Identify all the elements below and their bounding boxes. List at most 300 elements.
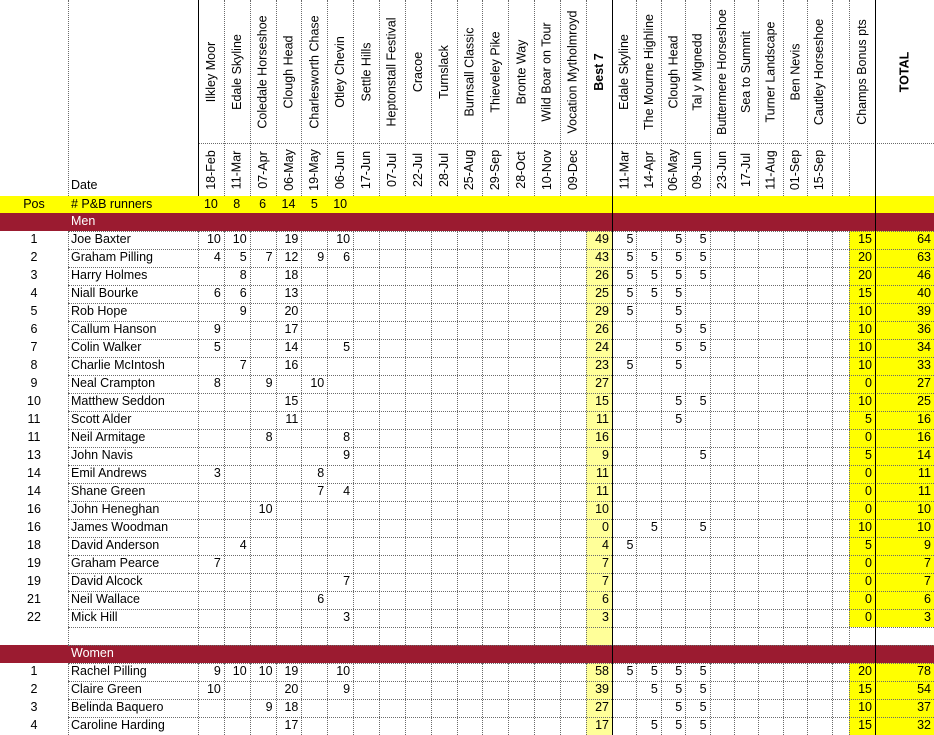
champs-score[interactable]: 5 — [699, 394, 707, 408]
race-score[interactable]: 17 — [284, 718, 299, 732]
bonus-points[interactable]: 20 — [858, 664, 872, 678]
race-score[interactable]: 13 — [284, 286, 299, 300]
grid-line — [758, 231, 759, 645]
race-score[interactable]: 19 — [284, 232, 299, 246]
race-name-header — [250, 4, 276, 139]
runners-count[interactable]: 5 — [310, 197, 318, 211]
runners-count[interactable] — [482, 196, 508, 213]
race-score[interactable]: 8 — [239, 268, 247, 282]
race-score[interactable]: 10 — [232, 664, 247, 678]
runners-count[interactable] — [534, 196, 560, 213]
total-score[interactable]: 40 — [917, 286, 931, 300]
race-score[interactable]: 10 — [336, 664, 351, 678]
champs-score[interactable]: 5 — [675, 358, 683, 372]
best-seven-score[interactable]: 6 — [602, 592, 609, 606]
champs-score[interactable]: 5 — [675, 286, 683, 300]
champs-score[interactable]: 5 — [699, 448, 707, 462]
race-score[interactable]: 20 — [284, 304, 299, 318]
race-score[interactable]: 12 — [284, 250, 299, 264]
best-seven-score[interactable]: 27 — [595, 700, 609, 714]
champs-score[interactable]: 5 — [650, 718, 658, 732]
champs-date-header — [636, 145, 660, 194]
bonus-points[interactable]: 10 — [858, 520, 872, 534]
grid-line — [301, 231, 302, 645]
champs-score[interactable]: 5 — [675, 394, 683, 408]
bonus-points[interactable]: 15 — [858, 232, 872, 246]
bonus-points[interactable]: 10 — [858, 340, 872, 354]
champs-score[interactable]: 5 — [675, 340, 683, 354]
race-date-header — [198, 145, 224, 194]
grid-line — [508, 231, 509, 645]
bonus-points[interactable]: 10 — [858, 394, 872, 408]
runner-name[interactable]: David Alcock — [71, 574, 143, 588]
champs-score[interactable]: 5 — [626, 538, 634, 552]
total-score[interactable]: 64 — [917, 232, 931, 246]
grid-line — [685, 231, 686, 645]
position-cell[interactable]: 19 — [27, 556, 41, 570]
champs-score[interactable]: 5 — [699, 520, 707, 534]
position-cell[interactable]: 1 — [30, 664, 38, 678]
race-name-header-text: Settle Hills — [359, 41, 374, 102]
best-seven-score[interactable]: 26 — [595, 322, 609, 336]
bonus-points[interactable]: 15 — [858, 682, 872, 696]
total-score[interactable]: 7 — [924, 574, 931, 588]
grid-line — [482, 231, 483, 645]
race-score[interactable]: 9 — [265, 700, 273, 714]
best-seven-score[interactable]: 7 — [602, 574, 609, 588]
race-score[interactable]: 10 — [232, 232, 247, 246]
runner-name[interactable]: Mick Hill — [71, 610, 118, 624]
race-date-header — [405, 145, 431, 194]
runner-name[interactable]: Graham Pearce — [71, 556, 160, 570]
race-score[interactable]: 10 — [336, 232, 351, 246]
bonus-points[interactable]: 0 — [865, 484, 872, 498]
race-score[interactable]: 5 — [343, 340, 351, 354]
bonus-points[interactable]: 0 — [865, 430, 872, 444]
race-score[interactable]: 14 — [284, 340, 299, 354]
position-cell[interactable]: 22 — [27, 610, 41, 624]
champs-score[interactable]: 5 — [626, 232, 634, 246]
race-name-header-text: Bronte Way — [514, 39, 529, 104]
grid-line — [482, 663, 483, 735]
grid-line — [783, 663, 784, 735]
runner-name[interactable]: John Navis — [71, 448, 133, 462]
runners-count[interactable]: 14 — [281, 197, 296, 211]
position-cell[interactable]: 16 — [27, 520, 41, 534]
champs-score[interactable]: 5 — [699, 340, 707, 354]
runners-count[interactable]: 8 — [233, 197, 241, 211]
position-cell[interactable]: 7 — [30, 340, 38, 354]
total-score[interactable]: 54 — [917, 682, 931, 696]
grid-line — [586, 0, 587, 196]
race-name-header — [379, 4, 405, 139]
race-score[interactable]: 8 — [317, 466, 325, 480]
champs-race-header — [685, 4, 709, 139]
champs-score[interactable]: 5 — [626, 358, 634, 372]
position-cell[interactable]: 9 — [30, 376, 38, 390]
race-date-header-text: 11-Mar — [229, 150, 244, 189]
champs-score[interactable]: 5 — [626, 250, 634, 264]
runner-name[interactable]: Joe Baxter — [71, 232, 131, 246]
runner-name[interactable]: Niall Bourke — [71, 286, 139, 300]
runners-count[interactable] — [379, 196, 405, 213]
runner-name[interactable]: Callum Hanson — [71, 322, 157, 336]
runner-name[interactable]: John Heneghan — [71, 502, 160, 516]
bonus-points[interactable]: 0 — [865, 556, 872, 570]
bonus-points[interactable]: 0 — [865, 574, 872, 588]
bonus-points[interactable]: 0 — [865, 592, 872, 606]
runner-name[interactable]: Belinda Baquero — [71, 700, 164, 714]
total-score[interactable]: 46 — [917, 268, 931, 282]
best-seven-score[interactable]: 58 — [595, 664, 609, 678]
total-score[interactable]: 16 — [917, 430, 931, 444]
bonus-points[interactable]: 5 — [865, 448, 872, 462]
best-seven-score[interactable]: 27 — [595, 376, 609, 390]
runner-name[interactable]: Charlie McIntosh — [71, 358, 165, 372]
total-score[interactable]: 10 — [917, 520, 931, 534]
race-date-header-text: 07-Jul — [384, 152, 399, 187]
position-cell[interactable]: 11 — [27, 412, 41, 426]
champs-score[interactable]: 5 — [675, 412, 683, 426]
grid-line — [301, 0, 302, 196]
grid-line — [636, 231, 637, 645]
bonus-points[interactable]: 0 — [865, 502, 872, 516]
champs-score[interactable]: 5 — [699, 718, 707, 732]
race-score[interactable]: 7 — [265, 250, 273, 264]
race-score[interactable]: 5 — [239, 250, 247, 264]
position-cell[interactable]: 10 — [27, 394, 41, 408]
runner-name[interactable]: Neil Armitage — [71, 430, 146, 444]
race-score[interactable]: 4 — [213, 250, 221, 264]
best-seven-score[interactable]: 15 — [595, 394, 609, 408]
bonus-points[interactable]: 20 — [858, 268, 872, 282]
runner-name[interactable]: Emil Andrews — [71, 466, 147, 480]
champs-score[interactable]: 5 — [650, 682, 658, 696]
race-date-header-text: 06-May — [281, 148, 296, 191]
total-score[interactable]: 11 — [918, 466, 931, 480]
total-score[interactable]: 7 — [924, 556, 931, 570]
total-score[interactable]: 16 — [917, 412, 931, 426]
runner-name[interactable]: Scott Alder — [71, 412, 132, 426]
runner-name[interactable]: Caroline Harding — [71, 718, 165, 732]
race-name-header — [534, 4, 560, 139]
total-score[interactable]: 34 — [917, 340, 931, 354]
runners-count[interactable] — [508, 196, 534, 213]
total-score[interactable]: 14 — [917, 448, 931, 462]
race-score[interactable]: 7 — [343, 574, 351, 588]
total-score[interactable]: 39 — [917, 304, 931, 318]
champs-date-header — [685, 145, 709, 194]
total-score[interactable]: 25 — [917, 394, 931, 408]
bonus-points-header — [849, 4, 875, 139]
section-title-men[interactable]: Men — [71, 214, 96, 228]
position-cell[interactable]: 14 — [27, 466, 41, 480]
bonus-points[interactable]: 10 — [858, 304, 872, 318]
best-seven-score[interactable]: 16 — [595, 430, 609, 444]
best-seven-score[interactable]: 23 — [595, 358, 609, 372]
champs-race-header-text: Turner Landscape — [763, 21, 778, 122]
champs-score[interactable]: 5 — [650, 664, 658, 678]
champs-score[interactable]: 5 — [675, 322, 683, 336]
position-cell[interactable]: 21 — [27, 592, 41, 606]
total-score[interactable]: 78 — [917, 664, 931, 678]
position-cell[interactable]: 4 — [30, 718, 38, 732]
champs-score[interactable]: 5 — [650, 520, 658, 534]
champs-date-header — [783, 145, 807, 194]
bonus-points[interactable]: 0 — [865, 376, 872, 390]
runners-count[interactable] — [353, 196, 379, 213]
total-score[interactable]: 6 — [924, 592, 931, 606]
race-score[interactable]: 8 — [343, 430, 351, 444]
bonus-points[interactable]: 5 — [865, 412, 872, 426]
race-score[interactable]: 7 — [213, 556, 221, 570]
race-score[interactable]: 11 — [285, 412, 299, 426]
bonus-points[interactable]: 10 — [858, 358, 872, 372]
champs-date-header — [734, 145, 758, 194]
race-score[interactable]: 9 — [343, 448, 351, 462]
race-score[interactable]: 17 — [284, 322, 299, 336]
best-seven-score[interactable]: 11 — [596, 466, 609, 480]
race-name-header-text: Burnsall Classic — [462, 27, 477, 116]
runners-count[interactable] — [405, 196, 431, 213]
champs-score[interactable]: 5 — [699, 664, 707, 678]
runner-name[interactable]: Matthew Seddon — [71, 394, 165, 408]
runner-name[interactable]: Neil Wallace — [71, 592, 141, 606]
best-seven-score[interactable]: 39 — [595, 682, 609, 696]
bonus-points[interactable]: 5 — [865, 538, 872, 552]
best-seven-score[interactable]: 11 — [596, 412, 609, 426]
grid-line — [301, 663, 302, 735]
best-seven-score[interactable]: 43 — [595, 250, 609, 264]
race-score[interactable]: 6 — [343, 250, 351, 264]
best-seven-score[interactable]: 25 — [595, 286, 609, 300]
total-score[interactable]: 11 — [918, 484, 931, 498]
runner-name[interactable]: James Woodman — [71, 520, 169, 534]
race-score[interactable]: 6 — [317, 592, 325, 606]
best-seven-score[interactable]: 0 — [602, 520, 609, 534]
grid-line — [405, 663, 406, 735]
race-name-header-text: Vocation Mytholmroyd — [565, 10, 580, 133]
race-score[interactable]: 10 — [258, 664, 273, 678]
race-score[interactable]: 3 — [343, 610, 351, 624]
grid-line — [508, 0, 509, 196]
champs-score[interactable]: 5 — [675, 250, 683, 264]
best-seven-score[interactable]: 4 — [602, 538, 609, 552]
race-score[interactable]: 9 — [343, 682, 351, 696]
champs-score[interactable]: 5 — [675, 268, 683, 282]
champs-score[interactable]: 5 — [699, 250, 707, 264]
runners-count[interactable] — [560, 196, 586, 213]
race-date-header — [327, 145, 353, 194]
grid-line — [560, 0, 561, 196]
runner-name[interactable]: Rachel Pilling — [71, 664, 147, 678]
runner-name[interactable]: Neal Crampton — [71, 376, 156, 390]
runners-label[interactable]: # P&B runners — [71, 197, 153, 211]
grid-line — [327, 0, 328, 196]
runners-count[interactable]: 10 — [203, 197, 218, 211]
race-score[interactable]: 16 — [284, 358, 299, 372]
race-score[interactable]: 5 — [213, 340, 221, 354]
best-seven-score[interactable]: 24 — [595, 340, 609, 354]
best-seven-score[interactable]: 49 — [595, 232, 609, 246]
grid-line — [586, 231, 587, 645]
position-cell[interactable]: 1 — [30, 232, 38, 246]
position-cell[interactable]: 3 — [30, 268, 38, 282]
position-cell[interactable]: 16 — [27, 502, 41, 516]
race-score[interactable]: 19 — [284, 664, 299, 678]
bonus-points[interactable]: 15 — [858, 286, 872, 300]
runners-count[interactable]: 10 — [333, 197, 348, 211]
champs-score[interactable]: 5 — [699, 700, 707, 714]
runner-name[interactable]: Colin Walker — [71, 340, 142, 354]
best-seven-score[interactable]: 29 — [595, 304, 609, 318]
champs-score[interactable]: 5 — [699, 322, 707, 336]
grid-line — [482, 0, 483, 196]
total-score[interactable]: 32 — [917, 718, 931, 732]
grid-line — [198, 663, 199, 735]
bonus-points-header-text: Champs Bonus pts — [855, 18, 870, 125]
runner-name[interactable]: Shane Green — [71, 484, 146, 498]
race-score[interactable]: 18 — [284, 268, 299, 282]
total-score[interactable]: 9 — [924, 538, 931, 552]
bonus-points[interactable]: 15 — [858, 718, 872, 732]
grid-line — [68, 231, 69, 645]
race-name-header — [198, 4, 224, 139]
bonus-points[interactable]: 0 — [865, 610, 872, 624]
champs-race-header-text: Ben Nevis — [787, 43, 802, 100]
bonus-points[interactable]: 20 — [858, 250, 872, 264]
position-cell[interactable]: 14 — [27, 484, 41, 498]
best-seven-score[interactable]: 7 — [602, 556, 609, 570]
champs-score[interactable]: 5 — [675, 682, 683, 696]
champs-race-header — [661, 4, 685, 139]
grid-line — [832, 231, 833, 645]
grid-line — [327, 663, 328, 735]
best-seven-score[interactable]: 17 — [595, 718, 609, 732]
race-score[interactable]: 9 — [213, 664, 221, 678]
race-score[interactable]: 10 — [310, 376, 325, 390]
champs-score[interactable]: 5 — [650, 268, 658, 282]
champs-score[interactable]: 5 — [626, 304, 634, 318]
race-score[interactable]: 10 — [258, 502, 273, 516]
total-score[interactable]: 37 — [917, 700, 931, 714]
grid-line — [68, 663, 69, 735]
runner-name[interactable]: David Anderson — [71, 538, 160, 552]
champs-score[interactable]: 5 — [699, 268, 707, 282]
date-label[interactable]: Date — [71, 178, 98, 192]
race-score[interactable]: 9 — [265, 376, 273, 390]
champs-score[interactable]: 5 — [675, 700, 683, 714]
champs-score[interactable]: 5 — [650, 286, 658, 300]
best-seven-score[interactable]: 11 — [596, 484, 609, 498]
grid-line — [250, 0, 251, 196]
race-score[interactable]: 8 — [213, 376, 221, 390]
position-cell[interactable]: 8 — [30, 358, 38, 372]
runners-count[interactable]: 6 — [259, 197, 267, 211]
champs-score[interactable]: 5 — [626, 664, 634, 678]
total-score[interactable]: 36 — [917, 322, 931, 336]
race-score[interactable]: 3 — [213, 466, 221, 480]
race-score[interactable]: 7 — [317, 484, 325, 498]
champs-score[interactable]: 5 — [699, 682, 707, 696]
race-name-header — [276, 4, 302, 139]
race-score[interactable]: 7 — [239, 358, 247, 372]
position-cell[interactable]: 4 — [30, 286, 38, 300]
race-date-header — [224, 145, 250, 194]
position-cell[interactable]: 5 — [30, 304, 38, 318]
race-score[interactable]: 9 — [213, 322, 221, 336]
champs-score[interactable]: 5 — [675, 718, 683, 732]
total-score[interactable]: 27 — [917, 376, 931, 390]
runner-name[interactable]: Graham Pilling — [71, 250, 153, 264]
total-score[interactable]: 63 — [917, 250, 931, 264]
race-score[interactable]: 9 — [239, 304, 247, 318]
best-seven-score[interactable]: 10 — [595, 502, 609, 516]
best-seven-score[interactable]: 3 — [602, 610, 609, 624]
race-date-header — [457, 145, 483, 194]
runner-name[interactable]: Harry Holmes — [71, 268, 148, 282]
position-cell[interactable]: 3 — [30, 700, 38, 714]
race-score[interactable]: 10 — [206, 232, 221, 246]
runner-name[interactable]: Rob Hope — [71, 304, 128, 318]
bonus-points[interactable]: 10 — [858, 322, 872, 336]
position-cell[interactable]: 6 — [30, 322, 38, 336]
runner-name[interactable]: Claire Green — [71, 682, 142, 696]
champs-score[interactable]: 5 — [675, 232, 683, 246]
race-score[interactable]: 6 — [213, 286, 221, 300]
race-score[interactable]: 6 — [239, 286, 247, 300]
champs-score[interactable]: 5 — [650, 250, 658, 264]
race-score[interactable]: 15 — [284, 394, 299, 408]
bonus-points[interactable]: 0 — [865, 466, 872, 480]
race-score[interactable]: 20 — [284, 682, 299, 696]
race-score[interactable]: 10 — [206, 682, 221, 696]
bonus-points[interactable]: 10 — [858, 700, 872, 714]
grid-line — [734, 663, 735, 735]
race-score[interactable]: 18 — [284, 700, 299, 714]
champs-score[interactable]: 5 — [675, 304, 683, 318]
total-score[interactable]: 10 — [917, 502, 931, 516]
total-score[interactable]: 3 — [924, 610, 931, 624]
total-score[interactable]: 33 — [917, 358, 931, 372]
race-date-header-text: 18-Feb — [203, 149, 218, 190]
race-score[interactable]: 4 — [343, 484, 351, 498]
position-cell[interactable]: 18 — [27, 538, 41, 552]
best-seven-score[interactable]: 9 — [602, 448, 609, 462]
race-score[interactable]: 9 — [317, 250, 325, 264]
position-cell[interactable]: 13 — [27, 448, 41, 462]
race-score[interactable]: 4 — [239, 538, 247, 552]
runners-count[interactable] — [431, 196, 457, 213]
champs-score[interactable]: 5 — [626, 268, 634, 282]
best-seven-header — [586, 4, 612, 139]
best-seven-score[interactable]: 26 — [595, 268, 609, 282]
position-cell[interactable]: 2 — [30, 682, 38, 696]
race-score[interactable]: 8 — [265, 430, 273, 444]
champs-date-header — [661, 145, 685, 194]
section-title-women[interactable]: Women — [71, 646, 114, 660]
pos-header[interactable]: Pos — [23, 197, 45, 211]
champs-score[interactable]: 5 — [626, 286, 634, 300]
grid-line — [224, 0, 225, 196]
position-cell[interactable]: 19 — [27, 574, 41, 588]
runners-count[interactable] — [457, 196, 483, 213]
position-cell[interactable]: 11 — [27, 430, 41, 444]
position-cell[interactable]: 2 — [30, 250, 38, 264]
champs-score[interactable]: 5 — [675, 664, 683, 678]
champs-score[interactable]: 5 — [699, 232, 707, 246]
champs-date-header-text: 06-May — [666, 148, 680, 191]
